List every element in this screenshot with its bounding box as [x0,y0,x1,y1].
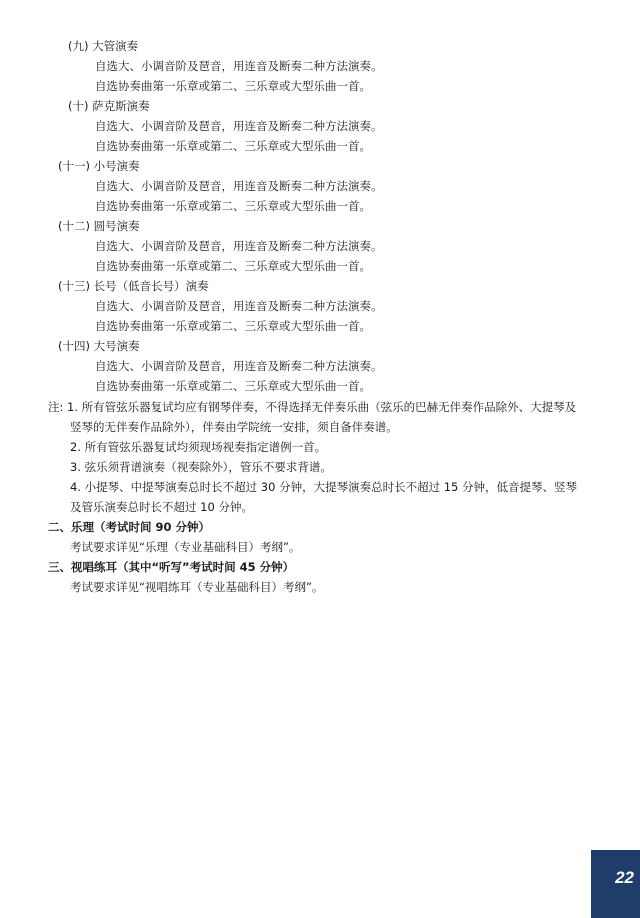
section-11-line-2: 自选协奏曲第一乐章或第二、三乐章或大型乐曲一首。 [95,199,371,213]
section-13-line-2: 自选协奏曲第一乐章或第二、三乐章或大型乐曲一首。 [95,319,371,333]
section-12-line-2: 自选协奏曲第一乐章或第二、三乐章或大型乐曲一首。 [95,259,371,273]
section-13-line-1: 自选大、小调音阶及琶音，用连音及断奏二种方法演奏。 [95,299,383,313]
note-2: 2. 所有管弦乐器复试均须现场视奏指定谱例一首。 [70,440,327,454]
section-12-line-1: 自选大、小调音阶及琶音，用连音及断奏二种方法演奏。 [95,239,383,253]
section-heading-11: (十一) 小号演奏 [58,159,140,173]
page-number: 22 [615,868,634,887]
part-3-heading: 三、视唱练耳（其中“听写”考试时间 45 分钟） [48,560,295,574]
note-3: 3. 弦乐须背谱演奏（视奏除外），管乐不要求背谱。 [70,460,332,474]
section-14-line-1: 自选大、小调音阶及琶音，用连音及断奏二种方法演奏。 [95,359,383,373]
note-4-line-1: 4. 小提琴、中提琴演奏总时长不超过 30 分钟，大提琴演奏总时长不超过 15 分钟，低音提琴、竖琴 [70,480,578,494]
section-heading-12: (十二) 圆号演奏 [58,219,140,233]
section-9-line-2: 自选协奏曲第一乐章或第二、三乐章或大型乐曲一首。 [95,79,371,93]
section-heading-10: (十) 萨克斯演奏 [68,99,150,113]
section-10-line-2: 自选协奏曲第一乐章或第二、三乐章或大型乐曲一首。 [95,139,371,153]
section-heading-9: (九) 大管演奏 [68,39,139,53]
section-11-line-1: 自选大、小调音阶及琶音，用连音及断奏二种方法演奏。 [95,179,383,193]
part-2-heading: 二、乐理（考试时间 90 分钟） [48,520,211,534]
page-number-tab [591,850,640,918]
note-1-line-1: 注: 1. 所有管弦乐器复试均应有钢琴伴奏，不得选择无伴奏乐曲（弦乐的巴赫无伴奏作品除外、大提琴及 [48,400,577,414]
section-14-line-2: 自选协奏曲第一乐章或第二、三乐章或大型乐曲一首。 [95,379,371,393]
note-1-line-2: 竖琴的无伴奏作品除外），伴奏由学院统一安排，须自备伴奏谱。 [70,420,398,434]
part-2-body: 考试要求详见“乐理（专业基础科目）考纲”。 [70,540,301,554]
section-9-line-1: 自选大、小调音阶及琶音，用连音及断奏二种方法演奏。 [95,59,383,73]
note-4-line-2: 及管乐演奏总时长不超过 10 分钟。 [70,500,253,514]
section-heading-13: (十三) 长号（低音长号）演奏 [58,279,209,293]
section-heading-14: (十四) 大号演奏 [58,339,140,353]
section-10-line-1: 自选大、小调音阶及琶音，用连音及断奏二种方法演奏。 [95,119,383,133]
part-3-body: 考试要求详见“视唱练耳（专业基础科目）考纲”。 [70,580,324,594]
